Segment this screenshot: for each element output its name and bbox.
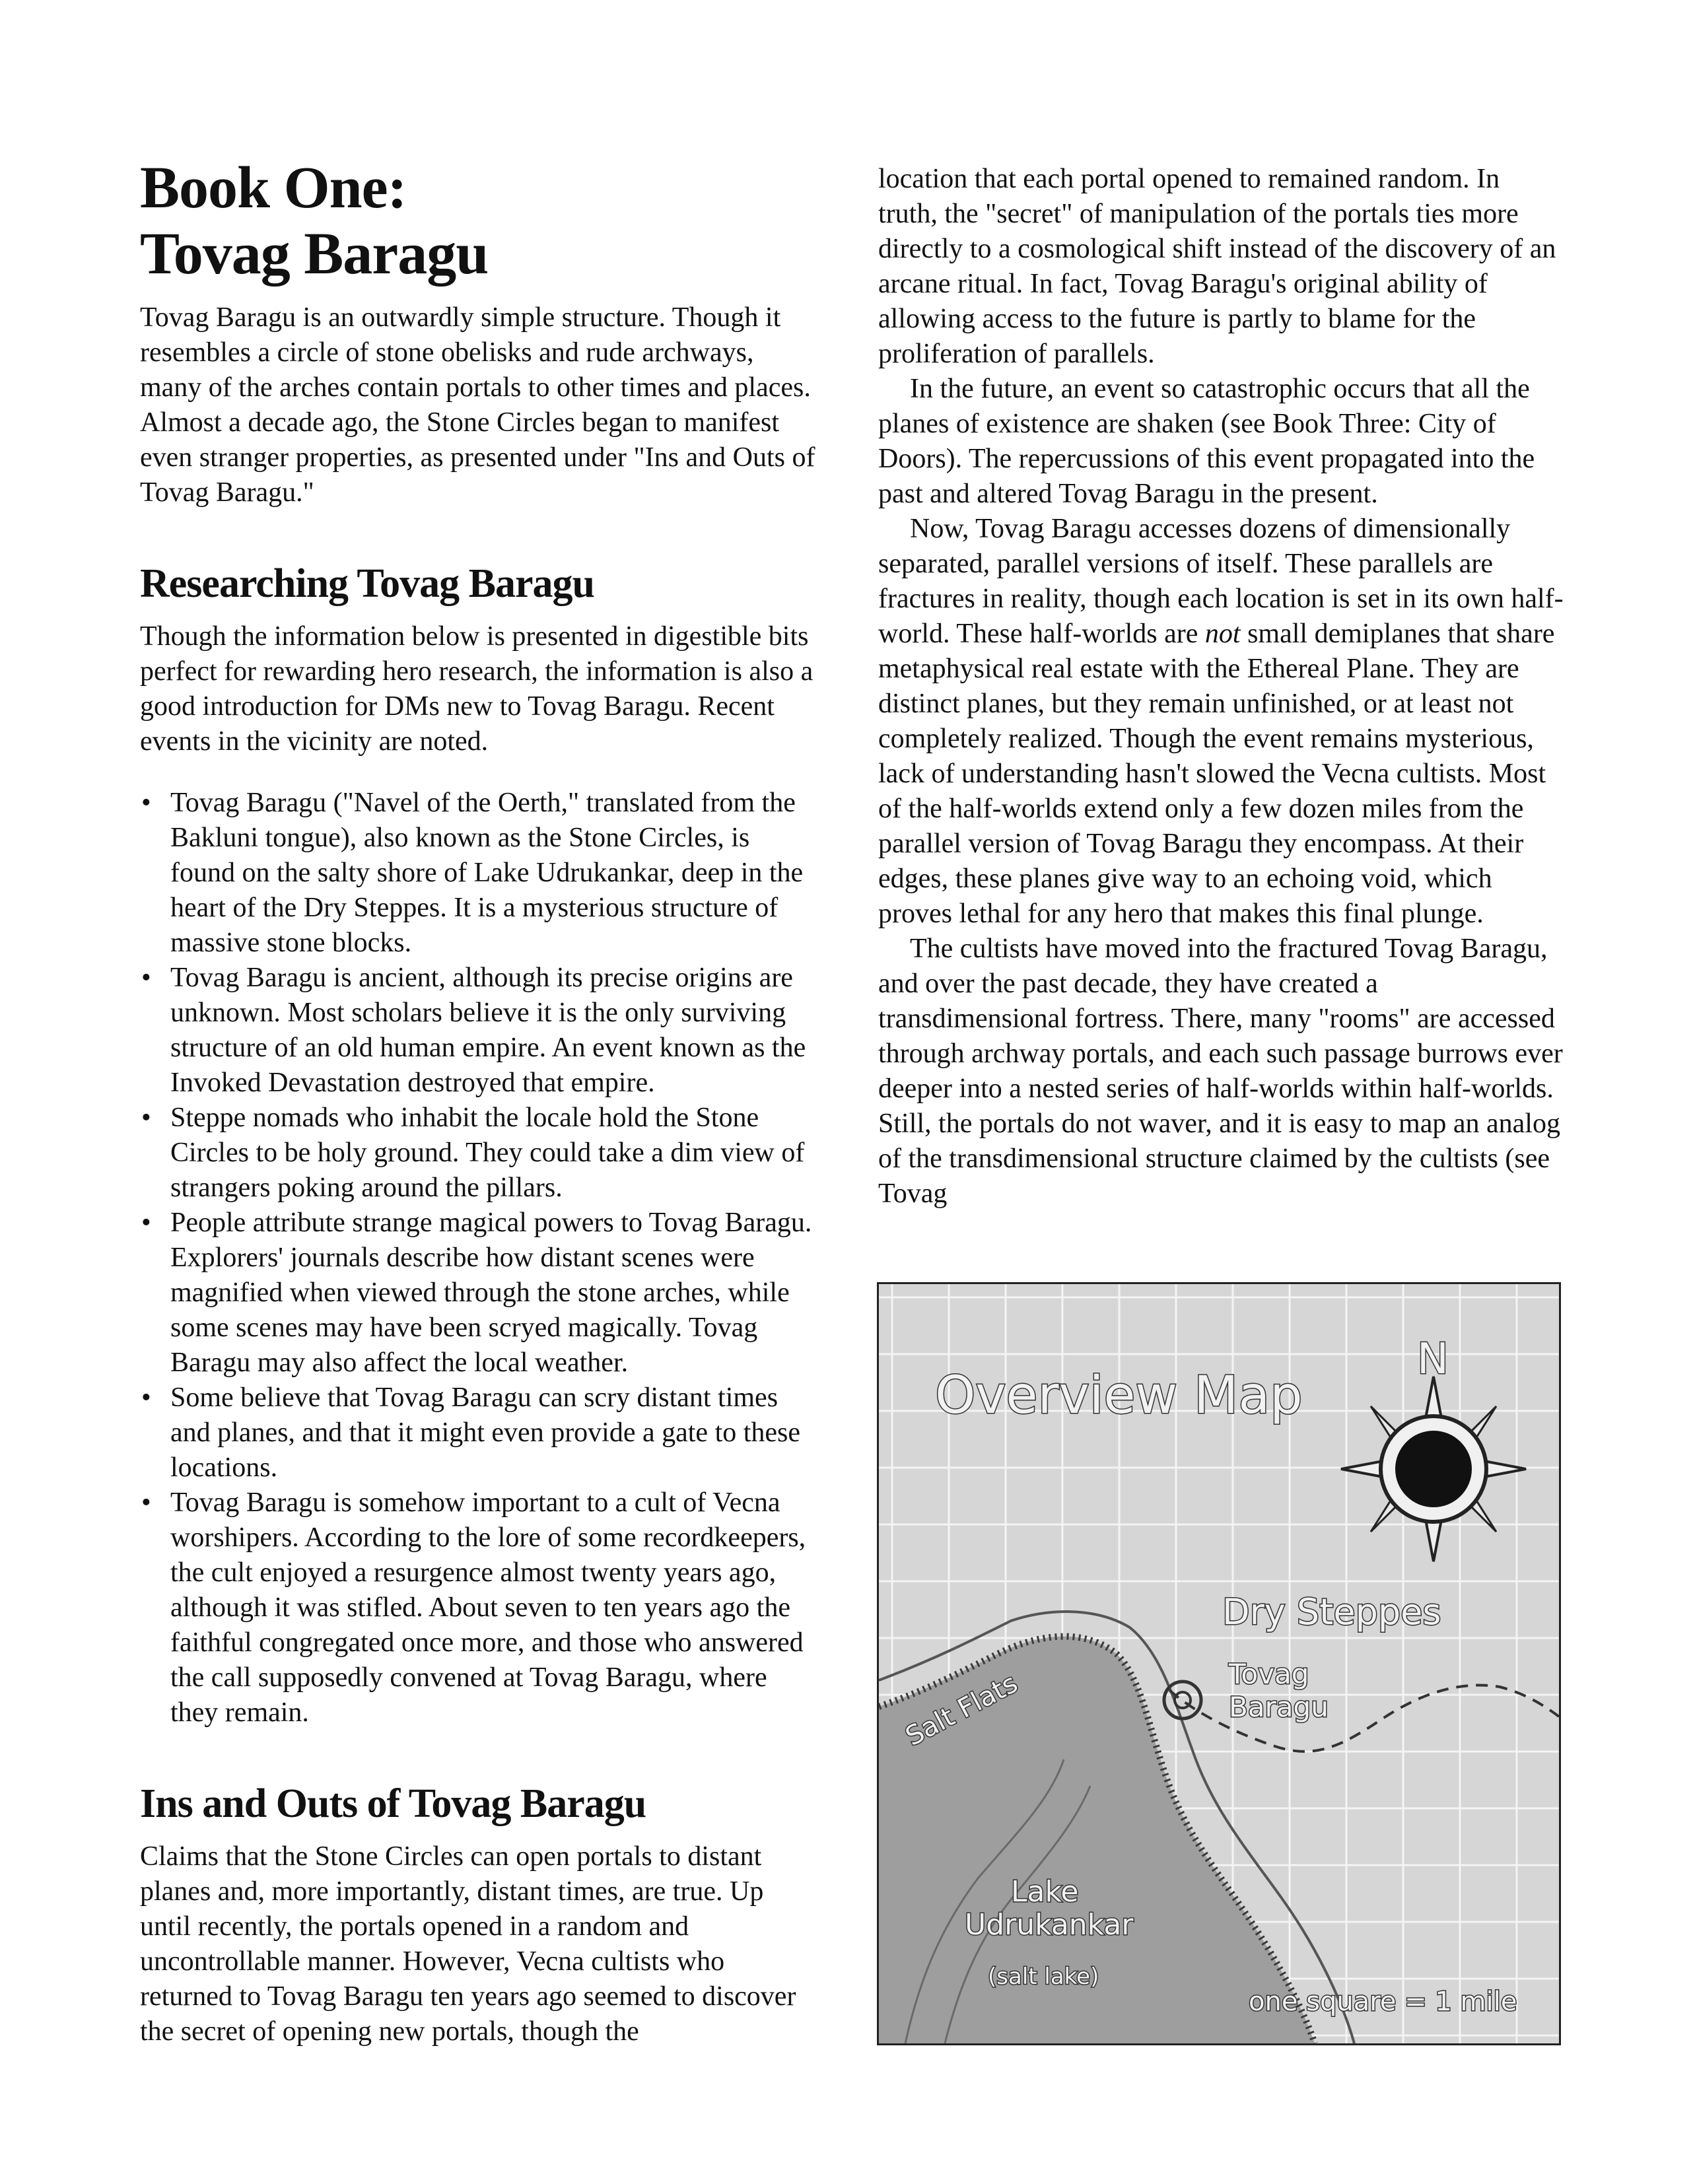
- right-paragraph-3: [878, 512, 1565, 932]
- region-label: Dry Steppes: [1222, 1591, 1441, 1633]
- right-paragraph-4: The cultists have moved into the fractured Tovag Baragu, and over the past decade, they have created a transdimensional fortress. There, many "rooms" are accessed through archway portals, and each such passage burrows ever deeper into a nested series of half-worlds within half-worlds. Still, the portals do not waver, and it is easy to map an analog of the transdimensional structure claimed by the cultists (see Tovag: [878, 934, 1563, 1209]
- title-line-1: Book One:: [140, 155, 407, 221]
- bullet-item: • Steppe nomads who inhabit the locale hold the Stone Circles to be holy ground. They could take a dim view of strangers poking around the pillars.: [140, 1101, 820, 1206]
- lake-note-label: (salt lake): [988, 1963, 1099, 1990]
- research-bullet-list: [140, 786, 820, 1730]
- site-label-line1: Tovag: [1229, 1658, 1309, 1690]
- overview-map: [877, 1282, 1561, 2045]
- scale-label: one square = 1 mile: [1249, 1987, 1517, 2017]
- section-heading-ins-and-outs: Ins and Outs of Tovag Baragu: [140, 1781, 646, 1826]
- text-run: Now, Tovag Baragu accesses dozens of dimensionally separated, parallel versions of itself. These parallels are fractures in reality, though each location is set in its own half-world. These half-worlds are: [878, 514, 1564, 649]
- research-intro-paragraph: Though the information below is presented in digestible bits perfect for rewarding hero research, the information is also a good introduction for DMs new to Tovag Baragu. Recent events in the vicinity are noted.: [140, 621, 813, 757]
- section-heading-researching: Researching Tovag Baragu: [140, 561, 594, 606]
- right-column: [878, 162, 1565, 1211]
- right-paragraph-2: In the future, an event so catastrophic occurs that all the planes of existence are shaken (see Book Three: City of Doors). The repercussions of this event propagated into the past and altered Tovag Baragu in the present.: [878, 374, 1535, 509]
- bullet-item: • Some believe that Tovag Baragu can scry distant times and planes, and that it might even provide a gate to these locations.: [140, 1381, 820, 1485]
- salt-flats-label: Salt Flats: [901, 1668, 1023, 1752]
- bullet-item: • Tovag Baragu ("Navel of the Oerth," translated from the Bakluni tongue), also known as the Stone Circles, is found on the salty shore of Lake Udrukankar, deep in the heart of the Dry Steppes. It is a mysterious structure of massive stone blocks.: [140, 786, 820, 961]
- ins-paragraph: Claims that the Stone Circles can open portals to distant planes and, more importantly, distant times, are true. Up until recently, the portals opened in a random and uncontrollable manner. However, Vecna cultists who returned to Tovag Baragu ten years ago seemed to discover the secret of opening new portals, though the: [140, 1841, 796, 2047]
- north-label: N: [1417, 1335, 1449, 1384]
- title-line-2: Tovag Baragu: [140, 221, 489, 287]
- lake-label-line1: Lake: [1011, 1875, 1079, 1909]
- emphasis-not: not: [1204, 619, 1241, 649]
- bullet-item: • Tovag Baragu is ancient, although its precise origins are unknown. Most scholars believe it is the only surviving structure of an old human empire. An event known as the Invoked Devastation destroyed that empire.: [140, 961, 820, 1101]
- right-paragraph-1: location that each portal opened to remained random. In truth, the "secret" of manipulation of the portals ties more directly to a cosmological shift instead of the discovery of an arcane ritual. In fact, Tovag Baragu's original ability of allowing access to the future is partly to blame for the proliferation of parallels.: [878, 164, 1556, 369]
- page-title: [140, 155, 820, 287]
- map-canvas: [879, 1284, 1559, 2043]
- bullet-item: • Tovag Baragu is somehow important to a cult of Vecna worshipers. According to the lore of some recordkeepers, the cult enjoyed a resurgence almost twenty years ago, although it was stifled. About seven to ten years ago the faithful congregated once more, and those who answered the call supposedly convened at Tovag Baragu, where they remain.: [140, 1485, 820, 1730]
- bullet-item: • People attribute strange magical powers to Tovag Baragu. Explorers' journals describe how distant scenes were magnified when viewed through the stone arches, while some scenes may have been scryed magically. Tovag Baragu may also affect the local weather.: [140, 1206, 820, 1381]
- map-title: Overview Map: [935, 1366, 1303, 1425]
- left-column: [140, 155, 820, 2049]
- text-run: small demiplanes that share metaphysical real estate with the Ethereal Plane. They are distinct planes, but they remain unfinished, or at least not completely realized. Though the event remains mysterious, lack of understanding hasn't slowed the Vecna cultists. Most of the half-worlds extend only a few dozen miles from the parallel version of Tovag Baragu they encompass. At their edges, these planes give way to an echoing void, which proves lethal for any hero that makes this final plunge.: [878, 619, 1555, 929]
- lake-label-line2: Udrukankar: [965, 1908, 1134, 1942]
- intro-paragraph: Tovag Baragu is an outwardly simple structure. Though it resembles a circle of stone obelisks and rude archways, many of the arches contain portals to other times and places. Almost a decade ago, the Stone Circles began to manifest even stranger properties, as presented under "Ins and Outs of Tovag Baragu.": [140, 302, 815, 508]
- site-label-line2: Baragu: [1229, 1691, 1329, 1723]
